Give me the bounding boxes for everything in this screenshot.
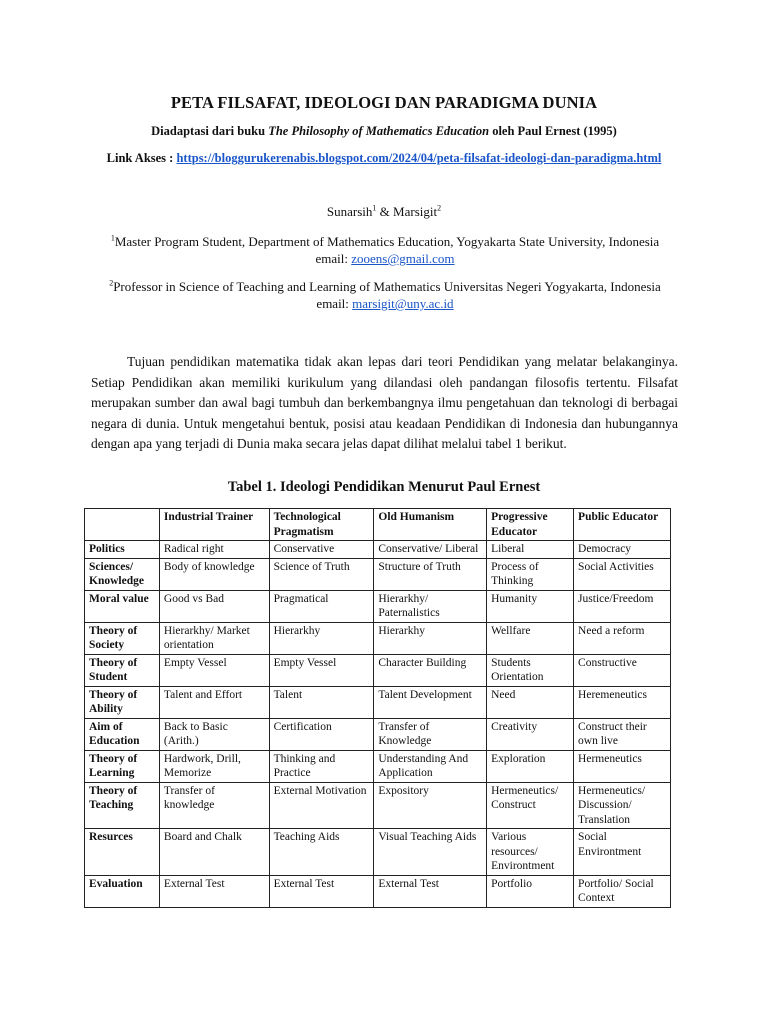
table-cell: Empty Vessel — [269, 654, 374, 686]
table-row — [85, 622, 671, 654]
table-cell: Hardwork, Drill, Memorize — [159, 750, 269, 782]
table-cell: Transfer of Knowledge — [374, 718, 487, 750]
table-cell: Pragmatical — [269, 590, 374, 622]
table-cell: Need — [487, 686, 574, 718]
subtitle-prefix: Diadaptasi dari buku — [151, 124, 269, 138]
table-row-header: Evaluation — [85, 875, 160, 907]
table-cell: Body of knowledge — [159, 558, 269, 590]
table-cell: Conservative — [269, 541, 374, 559]
table-cell: Hermeneutics/ Construct — [487, 782, 574, 829]
table-cell: Radical right — [159, 541, 269, 559]
affiliation-2-email-link[interactable]: marsigit@uny.ac.id — [352, 296, 454, 311]
affiliation-1-email-link[interactable]: zooens@gmail.com — [351, 251, 455, 266]
table-cell: Back to Basic (Arith.) — [159, 718, 269, 750]
table-row — [85, 541, 671, 559]
author-2: Marsigit — [393, 204, 438, 219]
table-header-cell: Old Humanism — [374, 509, 487, 541]
table-cell: Thinking and Practice — [269, 750, 374, 782]
author-1: Sunarsih — [326, 204, 373, 219]
table-cell: Talent Development — [374, 686, 487, 718]
table-cell: External Test — [159, 875, 269, 907]
table-cell: Talent — [269, 686, 374, 718]
table-cell: Social Environtment — [574, 829, 671, 876]
table-header-cell: Technological Pragmatism — [269, 509, 374, 541]
table-cell: Social Activities — [574, 558, 671, 590]
affiliation-2-text: Professor in Science of Teaching and Learning of Mathematics Universitas Negeri Yogyakarta, Indonesia — [113, 279, 661, 294]
table-row — [85, 875, 671, 907]
table-cell: Structure of Truth — [374, 558, 487, 590]
table-cell: External Test — [269, 875, 374, 907]
table-cell: Hermeneutics/ Discussion/ Translation — [574, 782, 671, 829]
table-cell: Hierarkhy — [374, 622, 487, 654]
table-header-cell — [85, 509, 160, 541]
table-row-header: Theory of Learning — [85, 750, 160, 782]
table-row — [85, 590, 671, 622]
table-row-header: Resurces — [85, 829, 160, 876]
table-cell: Teaching Aids — [269, 829, 374, 876]
table-header-cell: Progressive Educator — [487, 509, 574, 541]
table-cell: Portfolio — [487, 875, 574, 907]
table-cell: Students Orientation — [487, 654, 574, 686]
subtitle — [0, 124, 768, 139]
table-row-header: Theory of Student — [85, 654, 160, 686]
table-cell: External Test — [374, 875, 487, 907]
affiliation-2-email-label: email: — [316, 296, 353, 311]
table-row — [85, 654, 671, 686]
table-cell: Liberal — [487, 541, 574, 559]
table-cell: Hierarkhy/ Paternalistics — [374, 590, 487, 622]
table-cell: Hierarkhy/ Market orientation — [159, 622, 269, 654]
page-title: PETA FILSAFAT, IDEOLOGI DAN PARADIGMA DUNIA — [170, 93, 598, 112]
table-cell: Heremeneutics — [574, 686, 671, 718]
table-header-cell: Industrial Trainer — [159, 509, 269, 541]
table-row — [85, 829, 671, 876]
table-row — [85, 558, 671, 590]
author-2-sup: 2 — [437, 203, 442, 213]
table-cell: Construct their own live — [574, 718, 671, 750]
table-cell: Justice/Freedom — [574, 590, 671, 622]
table-row-header: Theory of Teaching — [85, 782, 160, 829]
subtitle-suffix: oleh Paul Ernest (1995) — [489, 124, 617, 138]
table-cell: Empty Vessel — [159, 654, 269, 686]
table-cell: Constructive — [574, 654, 671, 686]
access-link[interactable]: https://bloggurukerenabis.blogspot.com/2024/04/peta-filsafat-ideologi-dan-paradigma.html — [176, 151, 662, 165]
book-title: The Philosophy of Mathematics Education — [268, 124, 490, 138]
table-row-header: Sciences/ Knowledge — [85, 558, 160, 590]
table-cell: Hermeneutics — [574, 750, 671, 782]
table-cell: Portfolio/ Social Context — [574, 875, 671, 907]
affiliation-2 — [90, 278, 680, 312]
table-cell: Certification — [269, 718, 374, 750]
table-cell: Process of Thinking — [487, 558, 574, 590]
table-row-header: Theory of Society — [85, 622, 160, 654]
table-cell: Board and Chalk — [159, 829, 269, 876]
link-label: Link Akses : — [106, 151, 177, 165]
table-header-cell: Public Educator — [574, 509, 671, 541]
table-row — [85, 686, 671, 718]
table-row-header: Politics — [85, 541, 160, 559]
author-1-sup: 1 — [372, 203, 377, 213]
table-body — [85, 541, 671, 908]
affiliation-2-sup: 2 — [109, 278, 114, 288]
table-cell: Hierarkhy — [269, 622, 374, 654]
table-cell: Various resources/ Environtment — [487, 829, 574, 876]
table-cell: Visual Teaching Aids — [374, 829, 487, 876]
table-row — [85, 750, 671, 782]
table-cell: Wellfare — [487, 622, 574, 654]
author-separator: & — [376, 204, 394, 219]
table-cell: Creativity — [487, 718, 574, 750]
ideology-table — [84, 508, 671, 908]
table-cell: Democracy — [574, 541, 671, 559]
table-cell: Transfer of knowledge — [159, 782, 269, 829]
table-cell: Character Building — [374, 654, 487, 686]
affiliation-1 — [90, 233, 680, 267]
table-header-row — [85, 509, 671, 541]
table-cell: Humanity — [487, 590, 574, 622]
table-row-header: Aim of Education — [85, 718, 160, 750]
table-cell: Science of Truth — [269, 558, 374, 590]
table-cell: Exploration — [487, 750, 574, 782]
table-cell: Good vs Bad — [159, 590, 269, 622]
table-row — [85, 718, 671, 750]
table-cell: Conservative/ Liberal — [374, 541, 487, 559]
table-cell: Expository — [374, 782, 487, 829]
access-link-line — [0, 151, 768, 166]
table-cell: Need a reform — [574, 622, 671, 654]
affiliation-1-text: Master Program Student, Department of Mathematics Education, Yogyakarta State University, Indonesia — [114, 234, 660, 249]
table-row — [85, 782, 671, 829]
table-cell: Understanding And Application — [374, 750, 487, 782]
table-cell: External Motivation — [269, 782, 374, 829]
affiliation-1-email-label: email: — [315, 251, 352, 266]
authors — [0, 204, 768, 220]
table-cell: Talent and Effort — [159, 686, 269, 718]
intro-paragraph — [91, 352, 678, 455]
affiliation-1-sup: 1 — [110, 233, 115, 243]
intro-paragraph-text: Tujuan pendidikan matematika tidak akan lepas dari teori Pendidikan yang melatar belakanginya. Setiap Pendidikan akan memiliki kurikulum yang dilandasi oleh pandangan filosofis tertentu. Filsafat merupakan sumber dan awal bagi tumbuh dan berkembangnya ilmu pengetahuan dan teknologi di berbagai negara di dunia. Untuk mengetahui bentuk, posisi atau keadaan Pendidikan di Indonesia dan hubungannya dengan apa yang terjadi di Dunia maka secara jelas dapat dilihat melalui tabel 1 berikut. — [91, 354, 678, 451]
table-row-header: Theory of Ability — [85, 686, 160, 718]
table-title: Tabel 1. Ideologi Pendidikan Menurut Paul Ernest — [227, 479, 541, 495]
table-row-header: Moral value — [85, 590, 160, 622]
